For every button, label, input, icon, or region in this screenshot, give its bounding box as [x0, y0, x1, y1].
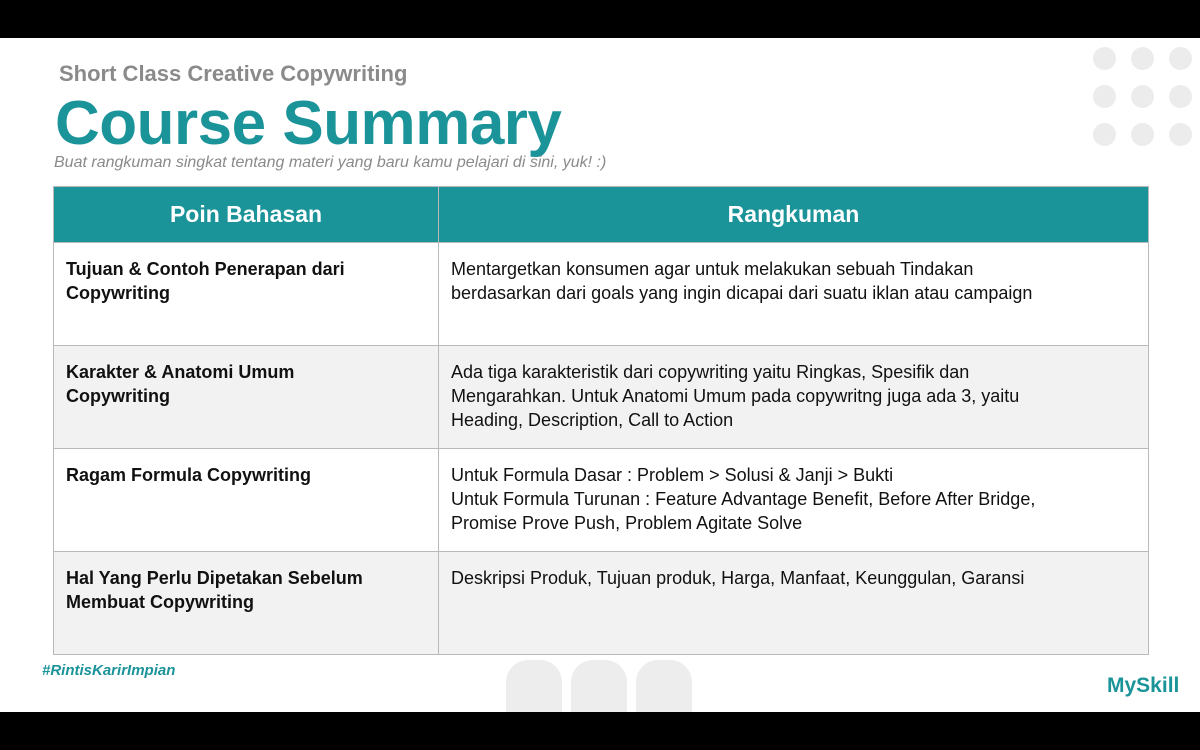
- topic-text: Tujuan & Contoh Penerapan dari: [66, 259, 345, 279]
- decorative-dot: [1169, 123, 1192, 146]
- summary-text: Mengarahkan. Untuk Anatomi Umum pada copywritng juga ada 3, yaitu: [451, 386, 1020, 406]
- topic-text: Copywriting: [66, 283, 170, 303]
- topic-text: Hal Yang Perlu Dipetakan Sebelum: [66, 568, 363, 588]
- decorative-dot: [1131, 47, 1154, 70]
- column-header-topic: Poin Bahasan: [54, 187, 439, 243]
- summary-table: [53, 186, 1149, 655]
- decorative-shape: [636, 660, 692, 712]
- decorative-shape: [571, 660, 627, 712]
- topic-text: Karakter & Anatomi Umum: [66, 362, 295, 382]
- summary-text: Ada tiga karakteristik dari copywriting yaitu Ringkas, Spesifik dan: [451, 362, 970, 382]
- decorative-dot: [1169, 47, 1192, 70]
- table-header-row: [54, 187, 1149, 243]
- summary-text: Mentargetkan konsumen agar untuk melakukan sebuah Tindakan: [451, 259, 974, 279]
- decorative-dot-grid: [1093, 47, 1192, 146]
- decorative-shape: [506, 660, 562, 712]
- decorative-dot: [1131, 123, 1154, 146]
- topic-cell: [54, 449, 439, 552]
- summary-cell: [439, 552, 1149, 655]
- table-row: [54, 243, 1149, 346]
- decorative-dot: [1169, 85, 1192, 108]
- decorative-dot: [1093, 85, 1116, 108]
- summary-text: Untuk Formula Dasar : Problem > Solusi & Janji > Bukti: [451, 465, 894, 485]
- decorative-dot: [1093, 123, 1116, 146]
- topic-cell: [54, 243, 439, 346]
- brand-logo: MySkill: [1107, 674, 1180, 697]
- summary-cell: [439, 346, 1149, 449]
- decorative-dot: [1131, 85, 1154, 108]
- summary-cell: [439, 243, 1149, 346]
- summary-text: berdasarkan dari goals yang ingin dicapai dari suatu iklan atau campaign: [451, 283, 1033, 303]
- topic-text: Copywriting: [66, 386, 170, 406]
- summary-text: Untuk Formula Turunan : Feature Advantage Benefit, Before After Bridge,: [451, 489, 1036, 509]
- decorative-dot: [1093, 47, 1116, 70]
- table-row: [54, 346, 1149, 449]
- table-row: [54, 449, 1149, 552]
- course-subtitle: Short Class Creative Copywriting: [59, 61, 408, 86]
- slide: [0, 38, 1200, 712]
- topic-cell: [54, 552, 439, 655]
- topic-text: Membuat Copywriting: [66, 592, 254, 612]
- page-title: Course Summary: [55, 89, 562, 158]
- column-header-summary: Rangkuman: [439, 187, 1149, 243]
- page-tagline: Buat rangkuman singkat tentang materi yang baru kamu pelajari di sini, yuk! :): [54, 154, 607, 171]
- topic-text: Ragam Formula Copywriting: [66, 465, 312, 485]
- topic-cell: [54, 346, 439, 449]
- hashtag-label: #RintisKarirImpian: [42, 662, 176, 679]
- summary-cell: [439, 449, 1149, 552]
- summary-text: Promise Prove Push, Problem Agitate Solve: [451, 513, 803, 533]
- summary-text: Deskripsi Produk, Tujuan produk, Harga, Manfaat, Keunggulan, Garansi: [451, 568, 1025, 588]
- decorative-bottom-shapes: [506, 660, 692, 712]
- summary-text: Heading, Description, Call to Action: [451, 410, 734, 430]
- table-row: [54, 552, 1149, 655]
